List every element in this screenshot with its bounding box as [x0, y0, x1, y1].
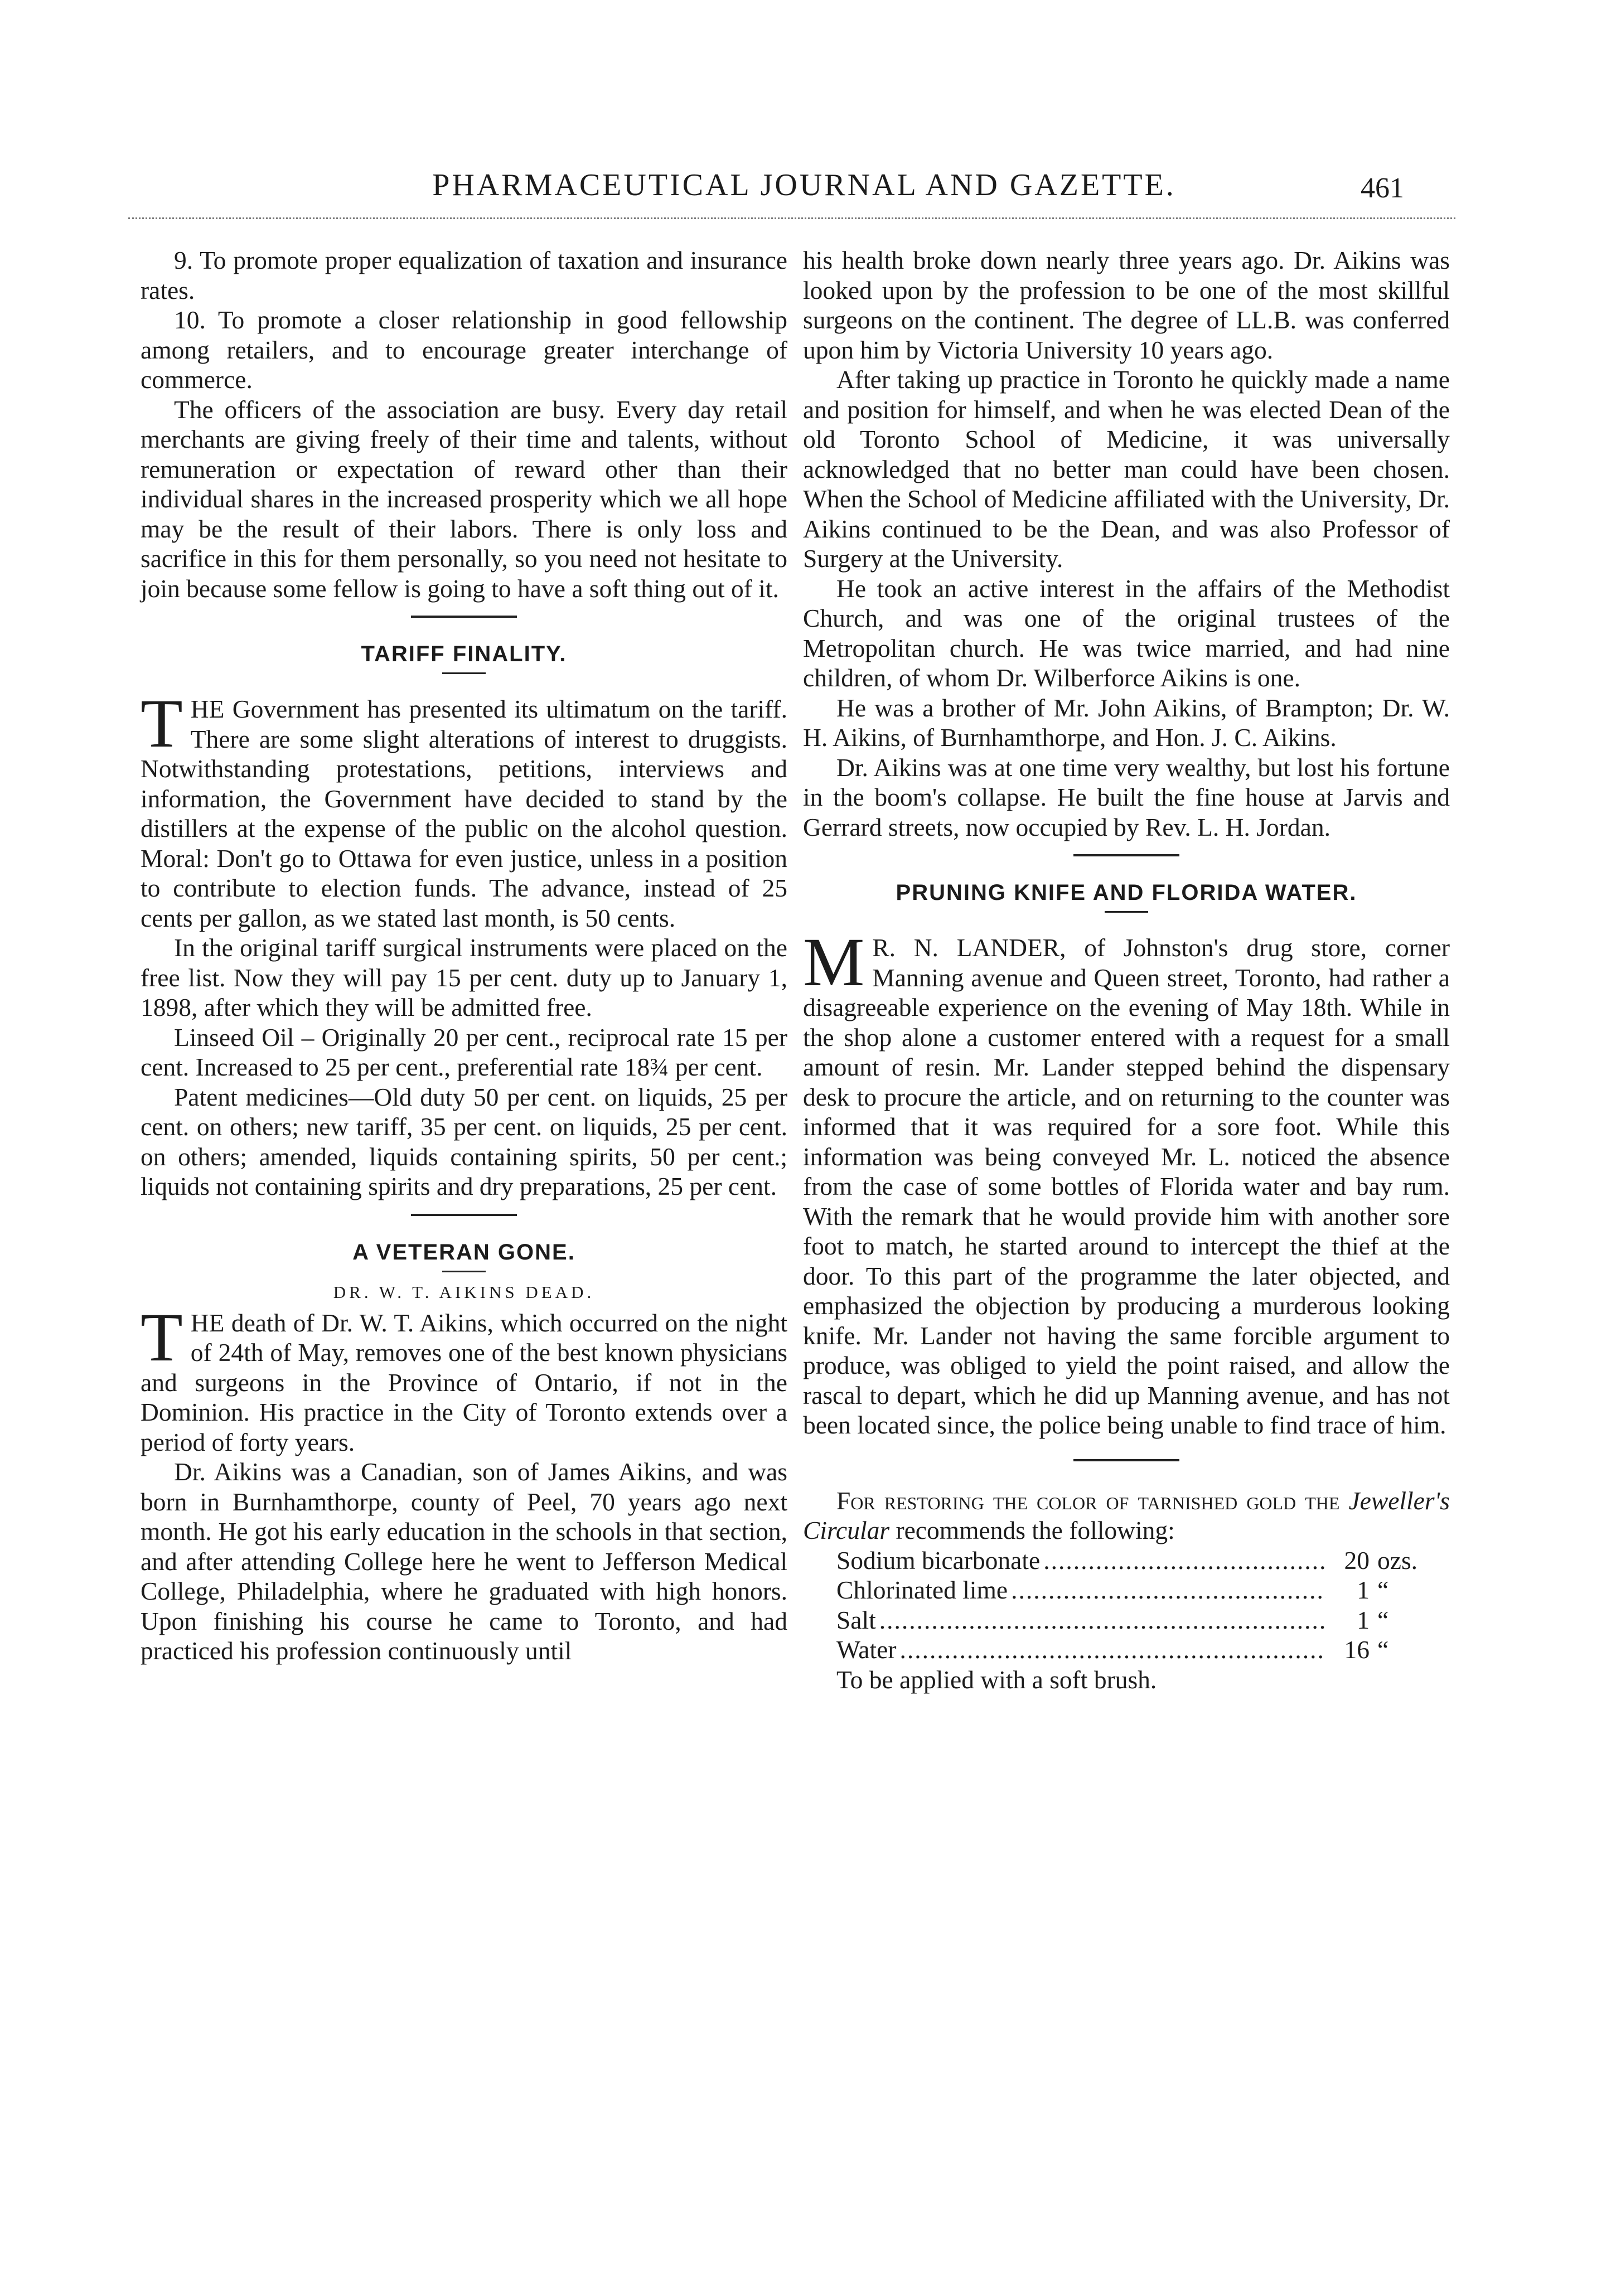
recipe-list: [836, 1546, 1450, 1665]
dot-leader: [900, 1635, 1327, 1665]
recipe-row: [836, 1575, 1450, 1605]
paragraph: Linseed Oil – Originally 20 per cent., reciprocal rate 15 per cent. Increased to 25 per cent., preferential rate 18¾ per cent.: [141, 1023, 787, 1081]
section-heading-tariff-finality: TARIFF FINALITY.: [361, 642, 567, 666]
ingredient-unit: “: [1377, 1576, 1389, 1604]
recipe-source: Jeweller's Circular: [803, 1486, 1450, 1544]
recipe-intro: [803, 1486, 1450, 1546]
paragraph: After taking up practice in Toronto he quickly made a name and position for himself, and when he was elected Dean of the old Toronto School of Medicine, it was universally acknowledged that no better man could have been chosen. When the School of Medicine affiliated with the University, Dr. Aikins continued to be the Dean, and was also Professor of Surgery at the University.: [803, 365, 1450, 573]
paragraph: Patent medicines—Old duty 50 per cent. on liquids, 25 per cent. on others; new tariff, 35 per cent. on liquids, 25 per cent. on others; amended, liquids containing spirits, 50 per cent.; liquids not containing spirits and dry preparations, 25 per cent.: [141, 1082, 787, 1200]
right-column: [803, 245, 1450, 1694]
dot-leader: [1043, 1546, 1326, 1576]
heading-underline: [442, 1271, 486, 1272]
paragraph: 9. To promote proper equalization of taxation and insurance rates.: [141, 246, 787, 304]
subheading: DR. W. T. AIKINS DEAD.: [333, 1282, 595, 1302]
paragraph: 10. To promote a closer relationship in good fellowship among retailers, and to encourage greater interchange of commerce.: [141, 306, 787, 394]
paragraph: He was a brother of Mr. John Aikins, of Brampton; Dr. W. H. Aikins, of Burnhamthorpe, and Hon. J. C. Aikins.: [803, 693, 1450, 752]
ingredient-unit: “: [1377, 1605, 1389, 1634]
ingredient-quantity: 1: [1357, 1576, 1370, 1604]
ingredient-name: Salt: [836, 1605, 876, 1634]
ingredient-unit: ozs.: [1377, 1546, 1418, 1575]
drop-cap: T: [141, 685, 183, 762]
recipe-note: To be applied with a soft brush.: [836, 1665, 1157, 1694]
section-divider: [1073, 854, 1179, 856]
ingredient-quantity: 20: [1344, 1546, 1370, 1575]
paragraph: He took an active interest in the affairs of the Methodist Church, and was one of the original trustees of the Metropolitan church. He was twice married, and had nine children, of whom Dr. Wilberforce Aikins is one.: [803, 574, 1450, 692]
header-rule: [128, 217, 1455, 219]
paragraph: Dr. Aikins was a Canadian, son of James Aikins, and was born in Burnhamthorpe, county of Peel, 70 years ago next month. He got his early education in the schools in that section, and after attending College here he went to Jefferson Medical College, Philadelphia, where he graduated with high honors. Upon finishing his course he came to Toronto, and had practiced his profession continuously until: [141, 1457, 787, 1665]
section-divider: [411, 1214, 517, 1216]
paragraph: The officers of the association are busy. Every day retail merchants are giving freely of their time and talents, without remuneration or expectation of reward other than their individual shares in the increased prosperity which we all hope may be the result of their labors. There is only loss and sacrifice in this for them personally, so you need not hesitate to join because some fellow is going to have a soft thing out of it.: [141, 395, 787, 603]
paragraph-text: R. N. LANDER, of Johnston's drug store, corner Manning avenue and Queen street, Toronto, had rather a disagreeable experience on the evening of May 18th. While in the shop alone a customer entered with a request for a small amount of resin. Mr. Lander stepped behind the dispensary desk to procure the article, and on returning to the counter was informed that it was required for a sore foot. While this information was being conveyed Mr. L. noticed the absence from the case of some bottles of Florida water and bay rum. With the remark that he would provide him with another sore foot to match, he started around to intercept the thief at the door. To this part of the programme the later objected, and emphasized the objection by producing a murderous looking knife. Mr. Lander not having the same forcible argument to produce, was obliged to yield the point raised, and allow the rascal to depart, which he did up Manning avenue, and has not been located since, the police being unable to find trace of him.: [803, 933, 1450, 1439]
section-divider: [411, 616, 517, 618]
ingredient-unit: “: [1377, 1635, 1389, 1664]
section-heading-pruning-knife: PRUNING KNIFE AND FLORIDA WATER.: [896, 880, 1357, 905]
paragraph: In the original tariff surgical instruments were placed on the free list. Now they will pay 15 per cent. duty up to January 1, 1898, after which they will be admitted free.: [141, 933, 787, 1021]
page-number: 461: [1361, 172, 1404, 204]
paragraph: [803, 924, 1450, 1440]
heading-underline: [442, 672, 486, 674]
left-column: [141, 245, 787, 1666]
section-divider: [1073, 1459, 1179, 1461]
ingredient-name: Water: [836, 1635, 897, 1664]
heading-underline: [1105, 911, 1148, 913]
dot-leader: [879, 1605, 1326, 1635]
ingredient-quantity: 16: [1344, 1635, 1370, 1664]
paragraph: [141, 1299, 787, 1457]
recipe-row: [836, 1546, 1450, 1576]
ingredient-quantity: 1: [1357, 1605, 1370, 1634]
drop-cap: M: [803, 924, 865, 1000]
recipe-intro-end: recommends the following:: [896, 1516, 1175, 1544]
ingredient-name: Chlorinated lime: [836, 1576, 1008, 1604]
paragraph: [141, 685, 787, 933]
recipe-row: [836, 1605, 1450, 1635]
journal-title: PHARMACEUTICAL JOURNAL AND GAZETTE.: [432, 168, 1176, 202]
paragraph-text: HE death of Dr. W. T. Aikins, which occurred on the night of 24th of May, removes one of the best known physicians and surgeons in the Province of Ontario, if not in the Dominion. His practice in the City of Toronto extends over a period of forty years.: [141, 1308, 787, 1456]
paragraph: Dr. Aikins was at one time very wealthy, but lost his fortune in the boom's collapse. He built the fine house at Jarvis and Gerrard streets, now occupied by Rev. L. H. Jordan.: [803, 753, 1450, 841]
dot-leader: [1011, 1575, 1326, 1605]
running-header: [0, 167, 1616, 212]
recipe-intro-start: For restoring the color of tarnished gold the: [836, 1486, 1340, 1515]
section-heading-veteran-gone: A VETERAN GONE.: [352, 1239, 575, 1265]
drop-cap: T: [141, 1299, 183, 1375]
ingredient-name: Sodium bicarbonate: [836, 1546, 1041, 1575]
paragraph: his health broke down nearly three years ago. Dr. Aikins was looked upon by the profession to be one of the most skillful surgeons on the continent. The degree of LL.B. was conferred upon him by Victoria University 10 years ago.: [803, 246, 1450, 364]
recipe-row: [836, 1635, 1450, 1665]
paragraph-text: HE Government has presented its ultimatum on the tariff. There are some slight alterations of interest to druggists. Notwithstanding protestations, petitions, interviews and information, the Government have decided to stand by the distillers at the expense of the public on the alcohol question. Moral: Don't go to Ottawa for even justice, unless in a position to contribute to election funds. The advance, instead of 25 cents per gallon, as we stated last month, is 50 cents.: [141, 695, 787, 932]
